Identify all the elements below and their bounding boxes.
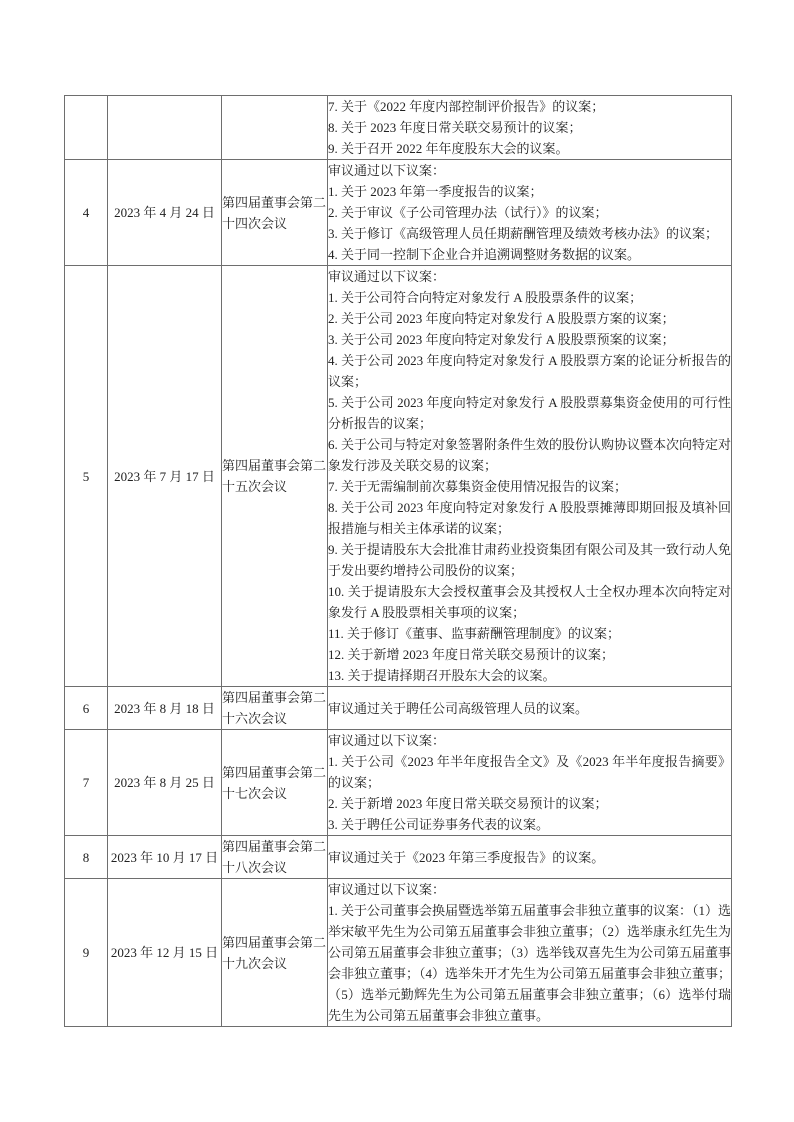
board-meetings-table [64, 95, 732, 1027]
resolution-line: 1. 关于公司符合向特定对象发行 A 股股票条件的议案； [328, 290, 643, 305]
resolution-line: 3. 关于公司 2023 年度向特定对象发行 A 股股票预案的议案； [328, 332, 675, 347]
meeting-date-cell: 2023 年 8 月 25 日 [108, 730, 222, 836]
resolution-line: 7. 关于无需编制前次募集资金使用情况报告的议案； [328, 479, 628, 494]
resolution-line: 4. 关于同一控制下企业合并追溯调整财务数据的议案。 [328, 247, 641, 262]
table-row [65, 96, 732, 160]
resolution-line: 12. 关于新增 2023 年度日常关联交易预计的议案； [328, 647, 615, 662]
resolution-line: 11. 关于修订《董事、监事薪酬管理制度》的议案； [328, 626, 621, 641]
meeting-date-cell [108, 96, 222, 160]
meeting-date-cell: 2023 年 10 月 17 日 [108, 836, 222, 879]
resolution-line: 1. 关于公司董事会换届暨选举第五届董事会非独立董事的议案：（1）选举宋敏平先生为公司第五届董事会非独立董事；（2）选举康永红先生为公司第五届董事会非独立董事；（3）选举钱双喜先生为公司第五届董事会非独立董事；（4）选举朱开才先生为公司第五届董事会非独立董事；（5）选举元勤辉先生为公司第五届董事会非独立董事；（6）选举付瑞先生为公司第五届董事会非独立董事。 [328, 903, 732, 1023]
resolution-line: 9. 关于召开 2022 年年度股东大会的议案。 [328, 141, 569, 156]
resolution-line: 审议通过关于《2023 年第三季度报告》的议案。 [328, 849, 605, 865]
resolution-line: 审议通过以下议案： [328, 269, 446, 284]
resolution-line: 2. 关于新增 2023 年度日常关联交易预计的议案； [328, 796, 608, 811]
meeting-name-cell [222, 96, 328, 160]
table-body [65, 96, 732, 1027]
row-number-cell: 7 [65, 730, 108, 836]
resolutions-cell [328, 266, 732, 687]
table-row [65, 730, 732, 836]
resolution-line: 5. 关于公司 2023 年度向特定对象发行 A 股股票募集资金使用的可行性分析报告的议案； [328, 395, 731, 431]
resolution-line: 3. 关于聘任公司证券事务代表的议案。 [328, 817, 550, 832]
row-number-cell: 8 [65, 836, 108, 879]
resolution-line: 6. 关于公司与特定对象签署附条件生效的股份认购协议暨本次向特定对象发行涉及关联交易的议案； [328, 437, 732, 473]
row-number-cell: 4 [65, 160, 108, 266]
meeting-date-cell: 2023 年 4 月 24 日 [108, 160, 222, 266]
resolution-line: 8. 关于 2023 年度日常关联交易预计的议案； [328, 120, 582, 135]
row-number-cell [65, 96, 108, 160]
meeting-name-cell: 第四届董事会第二十六次会议 [222, 687, 328, 730]
row-number-cell: 6 [65, 687, 108, 730]
resolution-line: 8. 关于公司 2023 年度向特定对象发行 A 股股票摊薄即期回报及填补回报措施与相关主体承诺的议案； [328, 500, 731, 536]
resolutions-cell [328, 687, 732, 730]
resolution-line: 10. 关于提请股东大会授权董事会及其授权人士全权办理本次向特定对象发行 A 股股票相关事项的议案； [328, 584, 731, 620]
resolution-line: 1. 关于 2023 年第一季度报告的议案； [328, 184, 543, 199]
meeting-date-cell: 2023 年 7 月 17 日 [108, 266, 222, 687]
row-number-cell: 9 [65, 879, 108, 1027]
table-row [65, 836, 732, 879]
meeting-name-cell: 第四届董事会第二十八次会议 [222, 836, 328, 879]
meeting-name-cell: 第四届董事会第二十四次会议 [222, 160, 328, 266]
resolutions-cell [328, 836, 732, 879]
resolution-line: 审议通过以下议案： [328, 733, 446, 748]
table-row [65, 160, 732, 266]
resolutions-cell [328, 879, 732, 1027]
meeting-name-cell: 第四届董事会第二十七次会议 [222, 730, 328, 836]
resolution-line: 3. 关于修订《高级管理人员任期薪酬管理及绩效考核办法》的议案； [328, 226, 719, 241]
resolutions-cell [328, 730, 732, 836]
meeting-date-cell: 2023 年 8 月 18 日 [108, 687, 222, 730]
resolution-line: 1. 关于公司《2023 年半年度报告全文》及《2023 年半年度报告摘要》的议案； [328, 754, 731, 790]
resolution-line: 审议通过以下议案： [328, 882, 446, 897]
resolution-line: 2. 关于审议《子公司管理办法（试行）》的议案； [328, 205, 608, 220]
resolution-line: 审议通过关于聘任公司高级管理人员的议案。 [328, 700, 589, 716]
resolution-line: 4. 关于公司 2023 年度向特定对象发行 A 股股票方案的论证分析报告的议案； [328, 353, 731, 389]
resolution-line: 9. 关于提请股东大会批准甘肃药业投资集团有限公司及其一致行动人免于发出要约增持公司股份的议案； [328, 542, 732, 578]
resolution-line: 7. 关于《2022 年度内部控制评价报告》的议案； [328, 99, 605, 114]
resolutions-cell [328, 96, 732, 160]
resolutions-cell [328, 160, 732, 266]
table-row [65, 687, 732, 730]
resolution-line: 13. 关于提请择期召开股东大会的议案。 [328, 668, 556, 683]
row-number-cell: 5 [65, 266, 108, 687]
meeting-date-cell: 2023 年 12 月 15 日 [108, 879, 222, 1027]
table-row [65, 879, 732, 1027]
meeting-name-cell: 第四届董事会第二十五次会议 [222, 266, 328, 687]
table-row [65, 266, 732, 687]
resolution-line: 审议通过以下议案： [328, 163, 446, 178]
resolution-line: 2. 关于公司 2023 年度向特定对象发行 A 股股票方案的议案； [328, 311, 675, 326]
meeting-name-cell: 第四届董事会第二十九次会议 [222, 879, 328, 1027]
